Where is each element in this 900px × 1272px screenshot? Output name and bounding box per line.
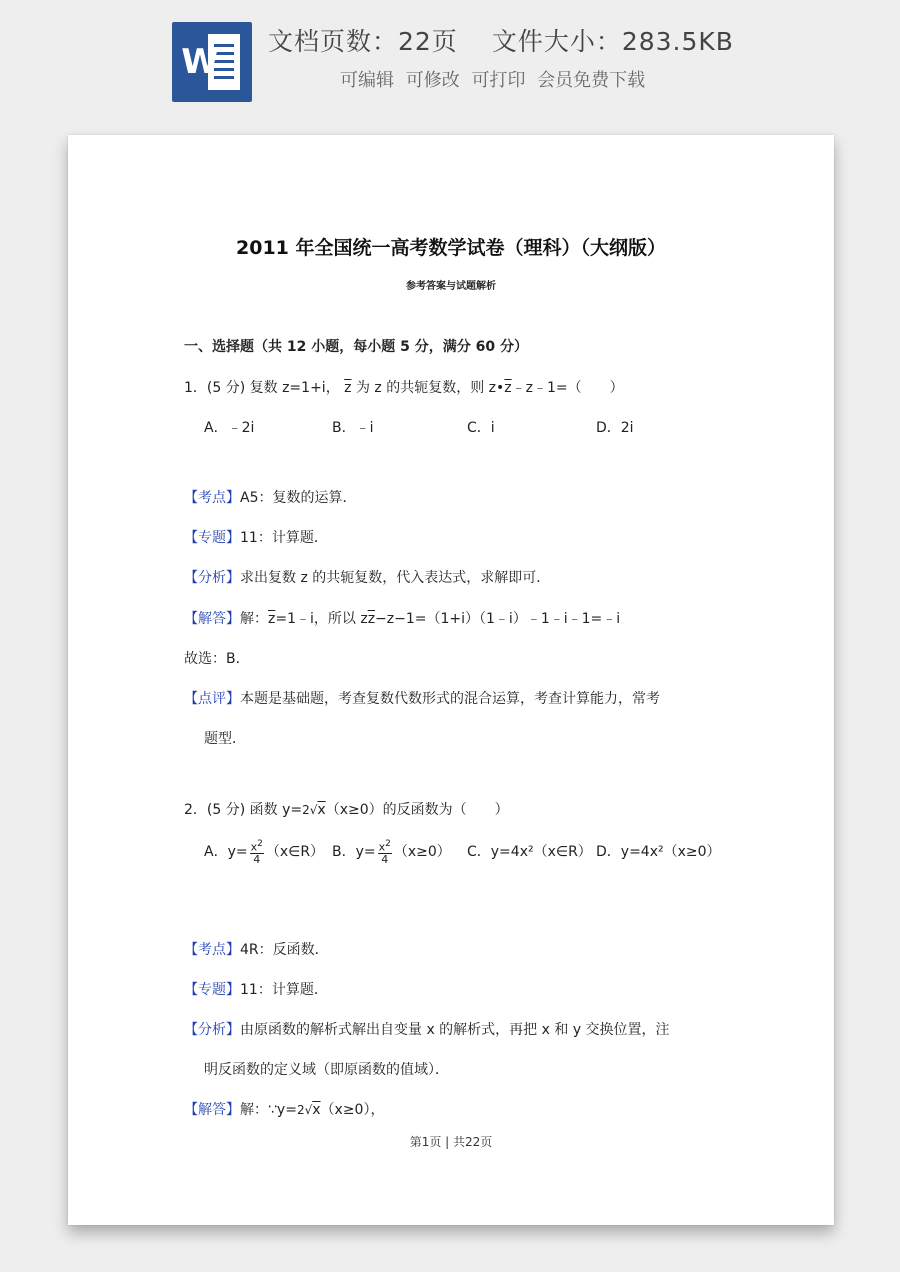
- document-stats: [268, 22, 734, 58]
- question-2-option-b: B．y= $\frac{x^2}{4}$ （x≥0）: [332, 838, 451, 867]
- q2-fenxi-cont: 明反函数的定义域（即原函数的值域）．: [204, 1062, 449, 1078]
- q1-dianping-cont: 题型．: [204, 731, 246, 747]
- question-2-option-a: A．y= $\frac{x^2}{4}$ （x∈R）: [204, 838, 325, 867]
- document-title: 2011 年全国统一高考数学试卷（理科）（大纲版）: [236, 237, 666, 259]
- q2-zhuanti: 【专题】11：计算题．: [184, 982, 328, 998]
- question-1-option-a: A．﹣2i: [204, 420, 255, 436]
- question-1-option-b: B．﹣i: [332, 420, 374, 436]
- q1-kaodian: 【考点】A5：复数的运算．: [184, 490, 357, 506]
- q1-fenxi: 【分析】求出复数 z 的共轭复数，代入表达式，求解即可．: [184, 570, 551, 586]
- q2-kaodian: 【考点】4R：反函数．: [184, 942, 329, 958]
- word-logo-letter: W: [181, 42, 219, 82]
- q2-jieda: 【解答】解：∵y=2√x（x≥0），: [184, 1102, 385, 1118]
- q2-fenxi: 【分析】由原函数的解析式解出自变量 x 的解析式，再把 x 和 y 交换位置，注: [184, 1022, 670, 1038]
- question-2-option-d: D．y=4x²（x≥0）: [596, 844, 721, 860]
- question-1-option-d: D．2i: [596, 420, 634, 436]
- question-1-stem: 1．(5 分) 复数 z=1+i， $\overline{z}$ 为 z 的共轭复数，则 $z•\overline{z}﹣z﹣1=$（ ）: [184, 380, 624, 396]
- feature-list: 可编辑 可修改 可打印 会员免费下载: [340, 70, 646, 91]
- file-size: 文件大小：283.5KB: [491, 27, 734, 56]
- page-footer: 第1页 | 共22页: [409, 1135, 493, 1149]
- question-2-option-c: C．y=4x²（x∈R）: [467, 844, 592, 860]
- section-heading: 一、选择题（共 12 小题，每小题 5 分，满分 60 分）: [184, 339, 528, 355]
- document-subtitle: 参考答案与试题解析: [406, 281, 496, 292]
- word-document-icon: [172, 22, 252, 102]
- q1-answer: 故选：B．: [184, 651, 250, 667]
- question-2-stem: 2．(5 分) 函数 y=2√x（x≥0）的反函数为（ ）: [184, 802, 509, 818]
- question-1-option-c: C．i: [467, 420, 495, 436]
- q1-jieda: 【解答】解：$\overline{z}=1﹣i$，所以 $z\overline{z}-z-1=(1+i)(1﹣i)﹣1﹣i﹣1=﹣i$: [184, 611, 621, 627]
- q1-zhuanti: 【专题】11：计算题．: [184, 530, 328, 546]
- page-count: 文档页数：22页: [268, 27, 458, 56]
- q1-dianping: 【点评】本题是基础题，考查复数代数形式的混合运算，考查计算能力，常考: [184, 691, 660, 707]
- document-page: [68, 135, 834, 1225]
- download-banner: [0, 0, 900, 120]
